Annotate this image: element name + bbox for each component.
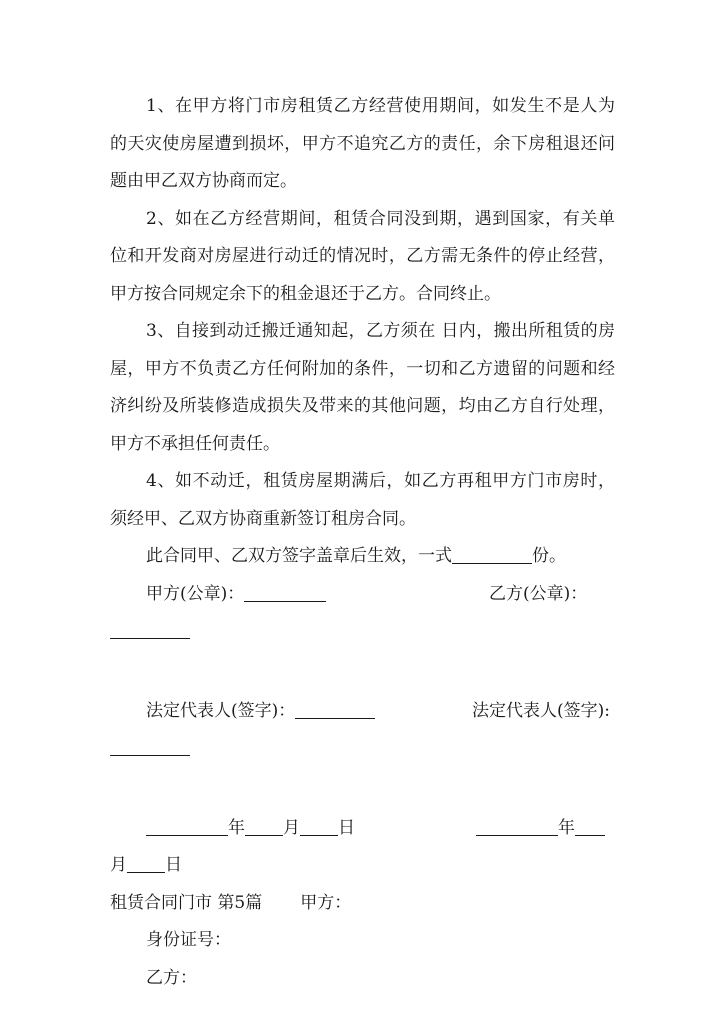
month-a-blank [245,815,283,836]
id-number-label: 身份证号： [146,930,231,950]
legal-rep-row [110,693,615,731]
day-a-label: 日 [338,817,355,838]
effective-prefix: 此合同甲、乙双方签字盖章后生效，一式 [146,546,452,566]
date-b [476,810,605,848]
legal-rep-a-label: 法定代表人(签字)： [146,700,296,721]
month-b-blank-start [575,815,605,836]
party-b-seal-blank [110,618,190,639]
legal-rep-b-label: 法定代表人(签字): [472,700,610,721]
party-b-seal-label: 乙方(公章)： [489,583,588,604]
contract-page [110,88,615,997]
date-b-row [110,847,615,885]
party-a-seal-label: 甲方(公章)： [146,583,245,604]
copies-blank [452,543,532,564]
clause-3: 3、自接到动迁搬迁通知起，乙方须在 日内，搬出所租赁的房屋，甲方不负责乙方任何附加的条件，一切和乙方遗留的问题和经济纠纷及所装修造成损失及带来的其他问题，均由乙方自行处理，甲方不承担任何责任。 [110,321,615,454]
clause-2: 2、如在乙方经营期间，租赁合同没到期，遇到国家，有关单位和开发商对房屋进行动迁的情况时，乙方需无条件的停止经营，甲方按合同规定余下的租金退还于乙方。合同终止。 [110,208,615,304]
month-b-label: 月 [110,855,127,875]
legal-rep-b-blank [110,735,190,756]
party-b-label: 乙方： [146,967,197,988]
spacer [110,768,615,810]
id-number-row [110,922,615,960]
seal-row [110,576,615,614]
effective-clause [110,538,615,576]
section-title: 租赁合同门市 第5篇 [110,892,263,913]
year-b-blank [476,815,558,836]
legal-rep-a-blank [295,698,375,719]
day-b-label: 日 [165,855,182,875]
clause-1: 1、在甲方将门市房租赁乙方经营使用期间，如发生不是人为的天灾使房屋遭到损坏，甲方不追究乙方的责任，余下房租退还问题由甲乙双方协商而定。 [110,96,615,191]
day-a-blank [300,815,338,836]
section-party-a: 甲方： [300,892,352,913]
spacer [110,651,615,693]
year-a-label: 年 [228,817,245,838]
party-b-seal-row [110,613,615,651]
party-a-seal-blank [244,581,326,602]
party-b-row [110,960,615,998]
day-b-blank [127,852,165,873]
legal-rep-b-row [110,730,615,768]
section-heading-row [110,885,615,923]
clause-4: 4、如不动迁，租赁房屋期满后，如乙方再租甲方门市房时，须经甲、乙双方协商重新签订租房合同。 [110,471,615,529]
year-b-label: 年 [558,817,575,838]
date-row [110,810,615,848]
month-a-label: 月 [283,817,300,838]
effective-suffix: 份。 [532,546,566,566]
year-a-blank [146,815,228,836]
